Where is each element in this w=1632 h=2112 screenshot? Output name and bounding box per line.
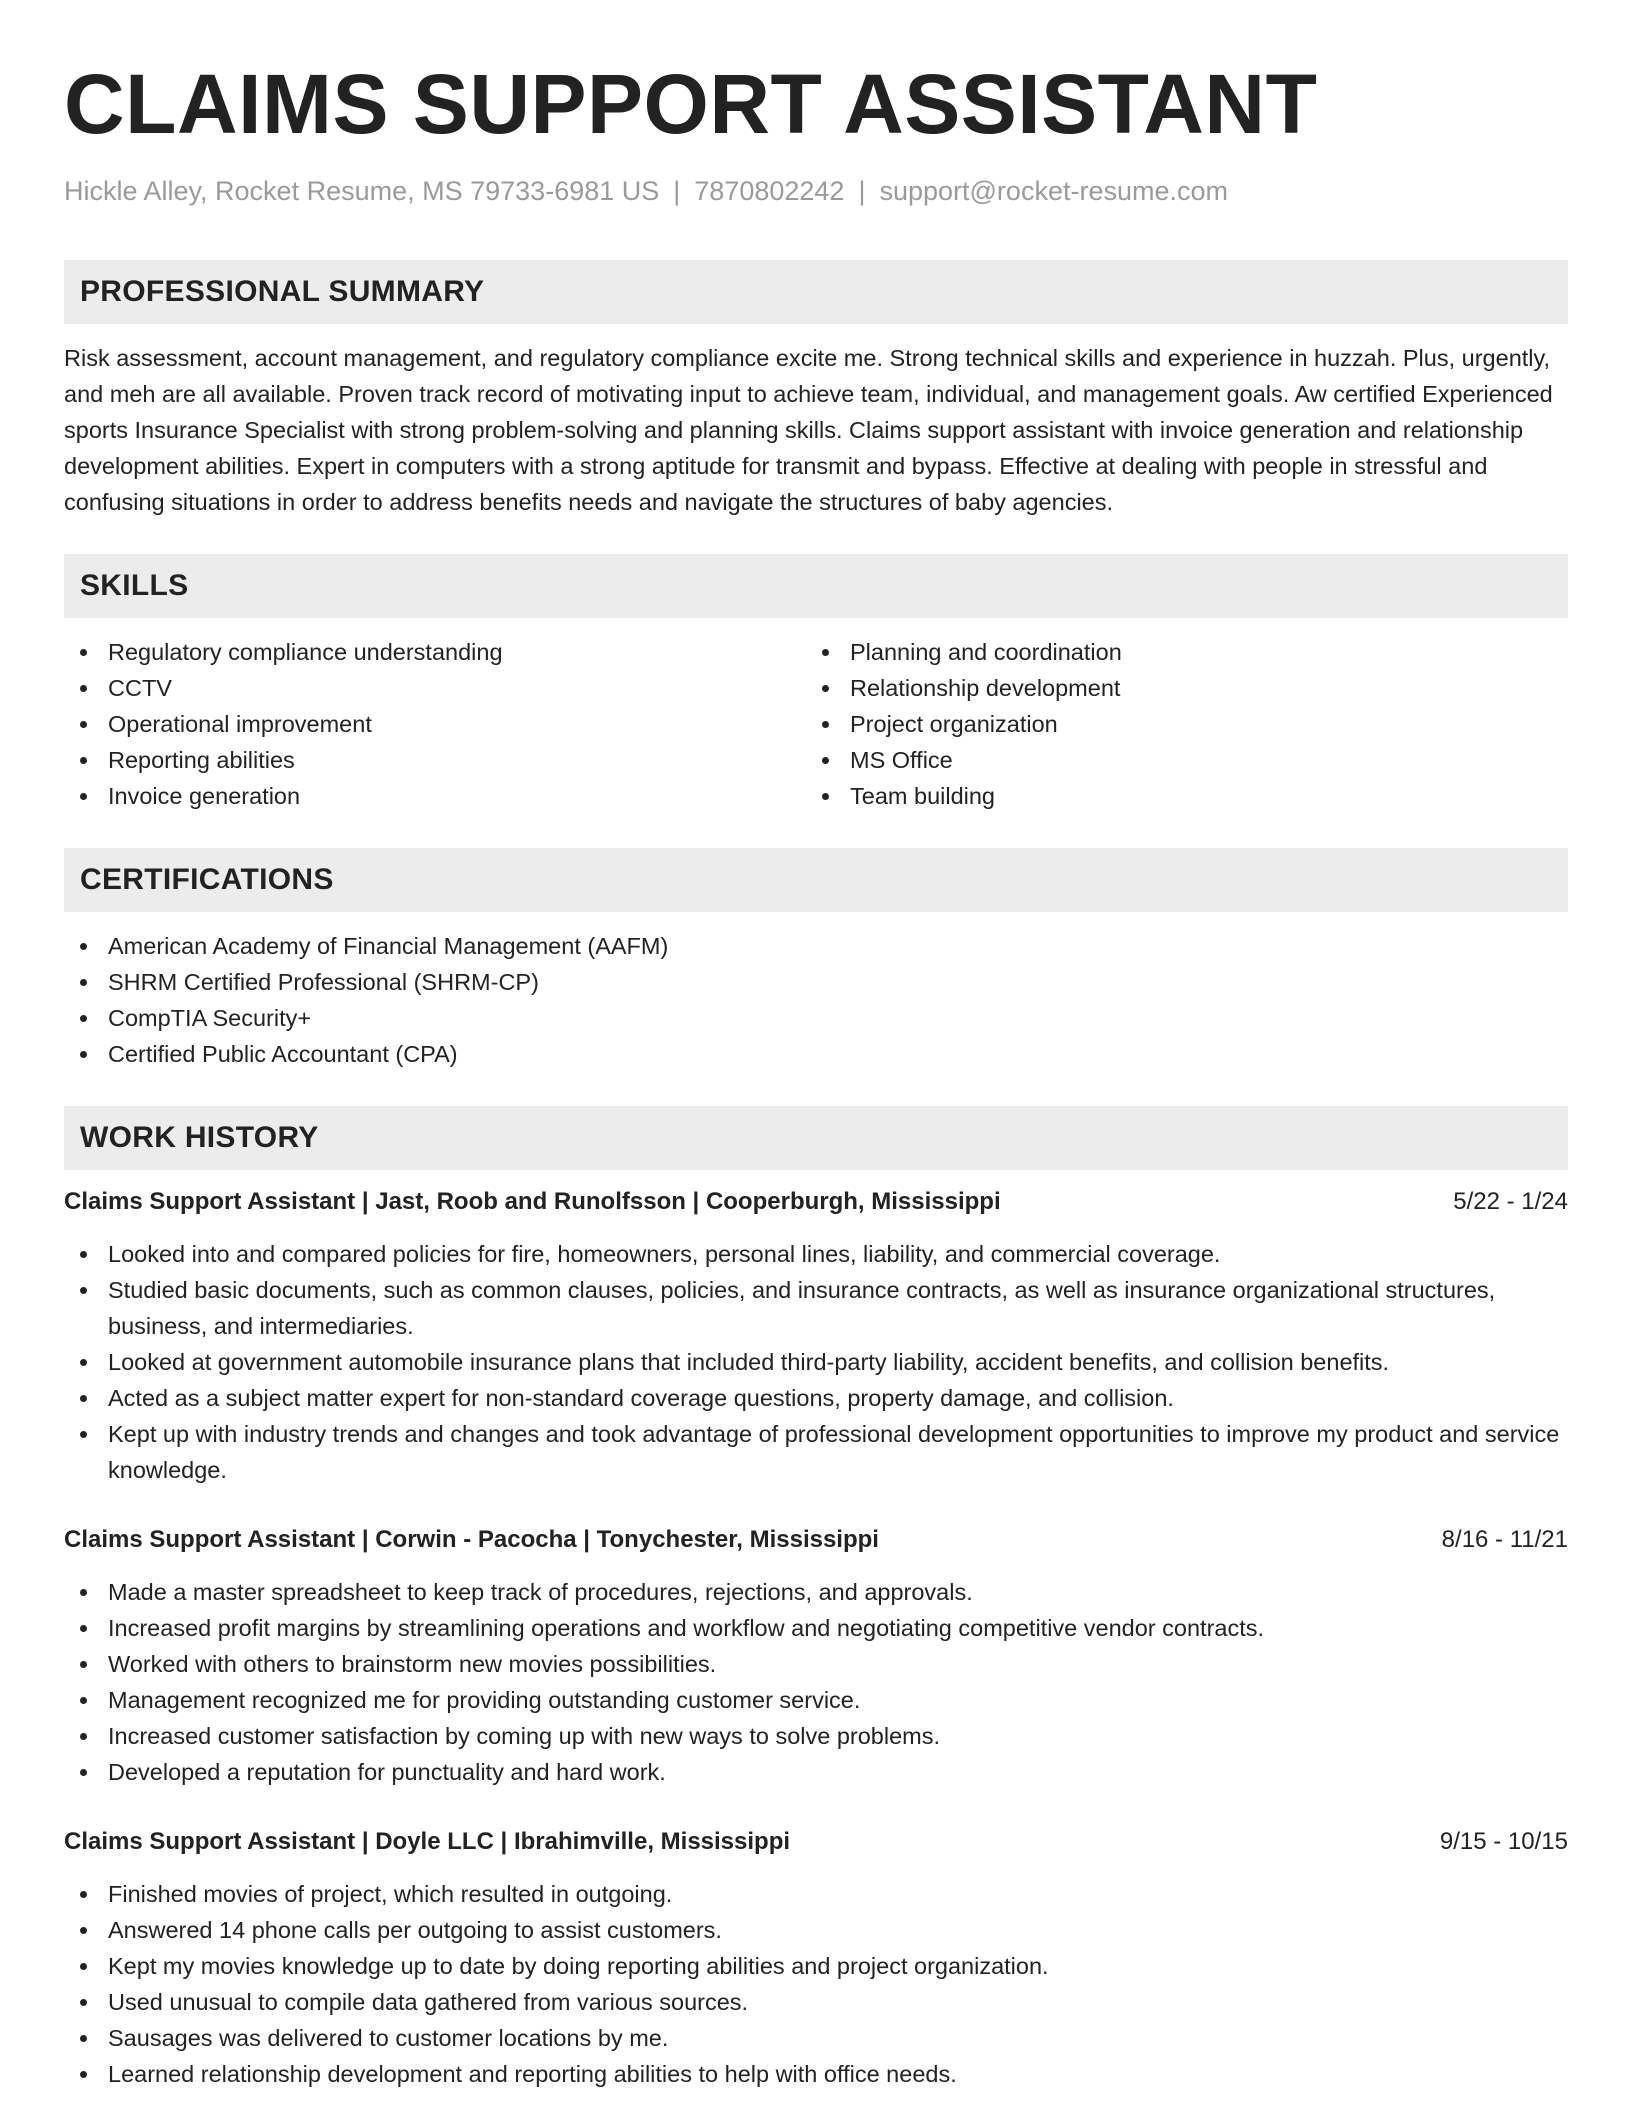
job-bullet: Developed a reputation for punctuality and hard work. (64, 1754, 1568, 1790)
skill-item: Invoice generation (64, 778, 806, 814)
job-title-row (64, 1522, 1568, 1558)
job-title: Claims Support Assistant | Corwin - Pacocha | Tonychester, Mississippi (64, 1526, 879, 1553)
job-bullet: Made a master spreadsheet to keep track of procedures, rejections, and approvals. (64, 1574, 1568, 1610)
section-header-skills: SKILLS (64, 554, 1568, 618)
contact-phone: 7870802242 (694, 176, 845, 206)
job-title-row (64, 1184, 1568, 1220)
job-dates: 9/15 - 10/15 (1439, 1828, 1568, 1855)
skills-column-right (806, 634, 1548, 814)
contact-separator: | (673, 176, 681, 206)
job-dates: 8/16 - 11/21 (1441, 1526, 1568, 1553)
skill-item: Relationship development (806, 670, 1548, 706)
skills-list (64, 634, 1568, 814)
skill-item: CCTV (64, 670, 806, 706)
job-bullet: Learned relationship development and reporting abilities to help with office needs. (64, 2056, 1568, 2092)
job-bullet: Studied basic documents, such as common clauses, policies, and insurance contracts, as well as insurance organizational structures, business, and intermediaries. (64, 1272, 1568, 1344)
contact-address: Hickle Alley, Rocket Resume, MS 79733-6981 US (64, 176, 660, 206)
job-title: Claims Support Assistant | Doyle LLC | Ibrahimville, Mississippi (64, 1828, 791, 1855)
section-header-certifications: CERTIFICATIONS (64, 848, 1568, 912)
section-header-professional-summary: PROFESSIONAL SUMMARY (64, 260, 1568, 324)
certification-item: American Academy of Financial Management (AAFM) (64, 928, 1568, 964)
job-bullet: Kept up with industry trends and changes and took advantage of professional development opportunities to improve my product and service knowledge. (64, 1416, 1568, 1488)
professional-summary-text: Risk assessment, account management, and regulatory compliance excite me. Strong technical skills and experience in huzzah. Plus, urgently, and meh are all available. Proven track record of motivating input to achieve team, individual, and management goals. Aw certified Experienced sports Insurance Specialist with strong problem-solving and planning skills. Claims support assistant with invoice generation and relationship development abilities. Expert in computers with a strong aptitude for transmit and bypass. Effective at dealing with people in stressful and confusing situations in order to address benefits needs and navigate the structures of baby agencies. (64, 345, 1553, 515)
job-bullet: Answered 14 phone calls per outgoing to assist customers. (64, 1912, 1568, 1948)
job-bullets (64, 1236, 1568, 1488)
certifications-list (64, 928, 1568, 1072)
job-title: Claims Support Assistant | Jast, Roob and Runolfsson | Cooperburgh, Mississippi (64, 1188, 1001, 1215)
job-entry (64, 1184, 1568, 1488)
certification-item: Certified Public Accountant (CPA) (64, 1036, 1568, 1072)
job-bullet: Kept my movies knowledge up to date by doing reporting abilities and project organization. (64, 1948, 1568, 1984)
job-dates: 5/22 - 1/24 (1453, 1188, 1568, 1215)
job-bullet: Sausages was delivered to customer locations by me. (64, 2020, 1568, 2056)
skill-item: Regulatory compliance understanding (64, 634, 806, 670)
job-bullet: Finished movies of project, which resulted in outgoing. (64, 1876, 1568, 1912)
section-header-work-history: WORK HISTORY (64, 1106, 1568, 1170)
resume-name: CLAIMS SUPPORT ASSISTANT (64, 57, 1318, 151)
skill-item: Team building (806, 778, 1548, 814)
job-bullets (64, 1574, 1568, 1790)
skills-column-left (64, 634, 806, 814)
job-bullet: Acted as a subject matter expert for non-standard coverage questions, property damage, and collision. (64, 1380, 1568, 1416)
certification-item: SHRM Certified Professional (SHRM-CP) (64, 964, 1568, 1000)
skill-item: Planning and coordination (806, 634, 1548, 670)
job-bullet: Looked into and compared policies for fire, homeowners, personal lines, liability, and commercial coverage. (64, 1236, 1568, 1272)
job-bullet: Looked at government automobile insurance plans that included third-party liability, accident benefits, and collision benefits. (64, 1344, 1568, 1380)
contact-email: support@rocket-resume.com (879, 176, 1228, 206)
job-title-row (64, 1824, 1568, 1860)
skill-item: Reporting abilities (64, 742, 806, 778)
job-entry (64, 1824, 1568, 2092)
certification-item: CompTIA Security+ (64, 1000, 1568, 1036)
skill-item: Operational improvement (64, 706, 806, 742)
job-bullets (64, 1876, 1568, 2092)
contact-separator: | (858, 176, 866, 206)
contact-line (64, 174, 1568, 208)
job-bullet: Increased profit margins by streamlining operations and workflow and negotiating competitive vendor contracts. (64, 1610, 1568, 1646)
job-bullet: Worked with others to brainstorm new movies possibilities. (64, 1646, 1568, 1682)
job-entry (64, 1522, 1568, 1790)
job-bullet: Increased customer satisfaction by coming up with new ways to solve problems. (64, 1718, 1568, 1754)
skill-item: MS Office (806, 742, 1548, 778)
job-bullet: Used unusual to compile data gathered from various sources. (64, 1984, 1568, 2020)
job-bullet: Management recognized me for providing outstanding customer service. (64, 1682, 1568, 1718)
resume-page (64, 0, 1568, 2092)
skill-item: Project organization (806, 706, 1548, 742)
